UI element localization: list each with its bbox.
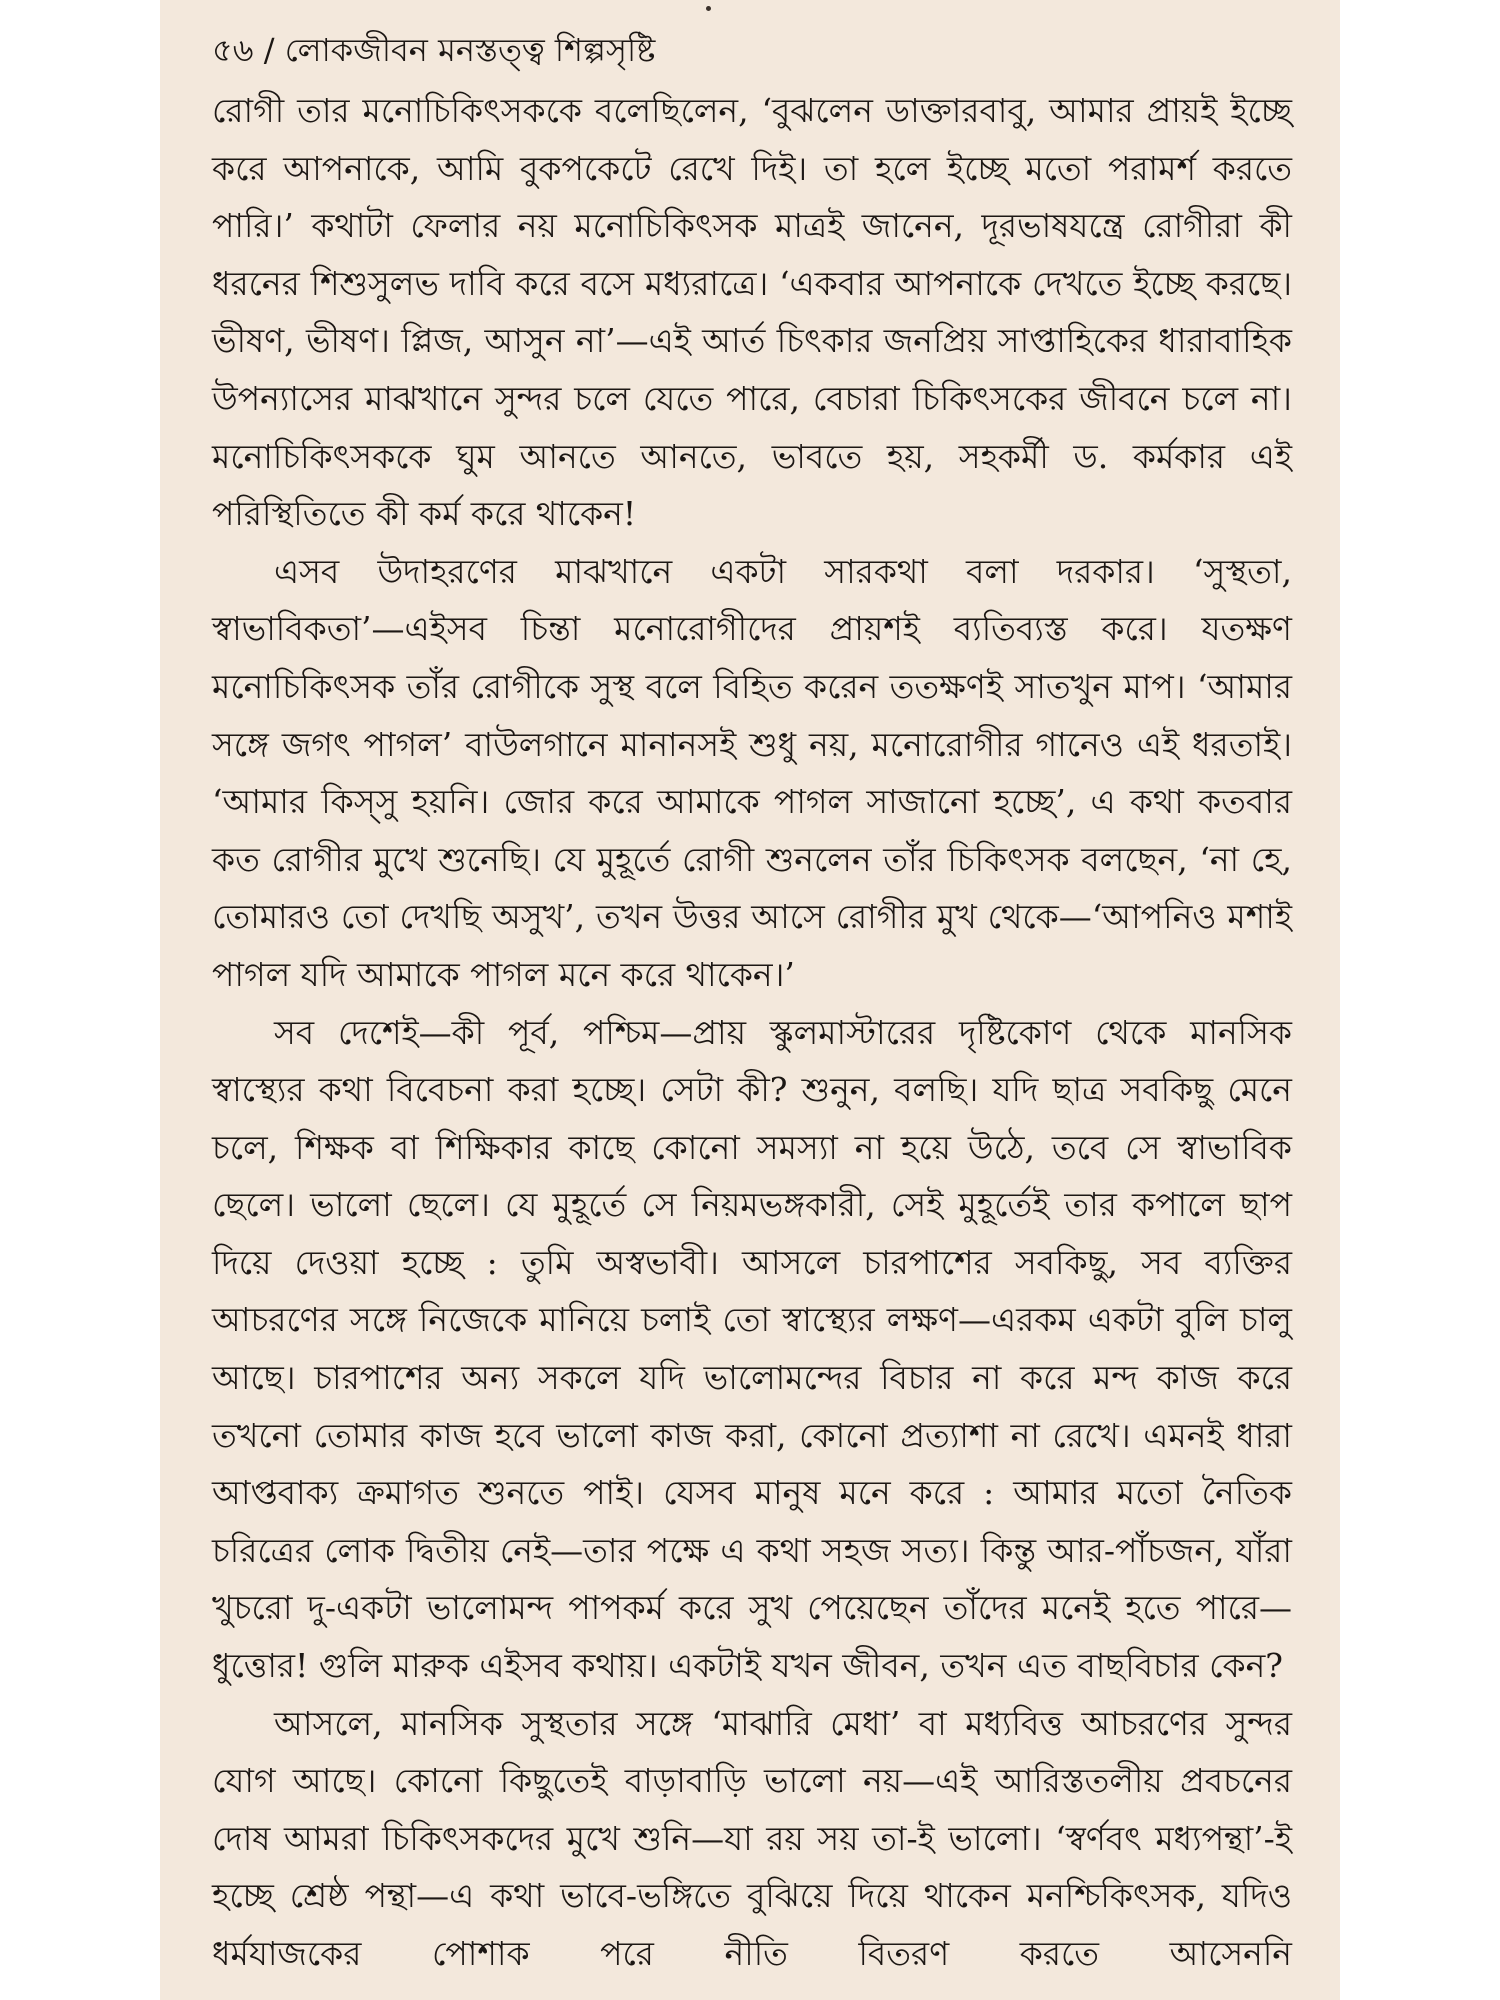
paragraph-3: সব দেশেই—কী পূর্ব, পশ্চিম—প্রায় স্কুলমাস্টারের দৃষ্টিকোণ থেকে মানসিক স্বাস্থ্যের কথা বিবেচনা করা হচ্ছে। সেটা কী? শুনুন, বলছি। যদি ছাত্র সবকিছু মেনে চলে, শিক্ষক বা শিক্ষিকার কাছে কোনো সমস্যা না হয়ে উঠে, তবে সে স্বাভাবিক ছেলে। ভালো ছেলে। যে মুহূর্তে সে নিয়মভঙ্গকারী, সেই মুহূর্তেই তার কপালে ছাপ দিয়ে দেওয়া হচ্ছে : তুমি অস্বভাবী। আসলে চারপাশের সবকিছু, সব ব্যক্তির আচরণের সঙ্গে নিজেকে মানিয়ে চলাই তো স্বাস্থ্যের লক্ষণ—এরকম একটা বুলি চালু আছে। চারপাশের অন্য সকলে যদি ভালোমন্দের বিচার না করে মন্দ কাজ করে তখনো তোমার কাজ হবে ভালো কাজ করা, কোনো প্রত্যাশা না রেখে। এমনই ধারা আপ্তবাক্য ক্রমাগত শুনতে পাই। যেসব মানুষ মনে করে : আমার মতো নৈতিক চরিত্রের লোক দ্বিতীয় নেই—তার পক্ষে এ কথা সহজ সত্য। কিন্তু আর-পাঁচজন, যাঁরা খুচরো দু-একটা ভালোমন্দ পাপকর্ম করে সুখ পেয়েছেন তাঁদের মনেই হতে পারে—ধুত্তোর! গুলি মারুক এইসব কথায়। একটাই যখন জীবন, তখন এত বাছবিচার কেন?: [212, 1012, 1292, 1686]
paragraph-2: এসব উদাহরণের মাঝখানে একটা সারকথা বলা দরকার। ‘সুস্থতা, স্বাভাবিকতা’—এইসব চিন্তা মনোরোগীদের প্রায়শই ব্যতিব্যস্ত করে। যতক্ষণ মনোচিকিৎসক তাঁর রোগীকে সুস্থ বলে বিহিত করেন ততক্ষণই সাতখুন মাপ। ‘আমার সঙ্গে জগৎ পাগল’ বাউলগানে মানানসই শুধু নয়, মনোরোগীর গানেও এই ধরতাই। ‘আমার কিস্‌সু হয়নি। জোর করে আমাকে পাগল সাজানো হচ্ছে’, এ কথা কতবার কত রোগীর মুখে শুনেছি। যে মুহূর্তে রোগী শুনলেন তাঁর চিকিৎসক বলছেন, ‘না হে, তোমারও তো দেখছি অসুখ’, তখন উত্তর আসে রোগীর মুখ থেকে—‘আপনিও মশাই পাগল যদি আমাকে পাগল মনে করে থাকেন।’: [212, 551, 1292, 994]
paragraph-4: আসলে, মানসিক সুস্থতার সঙ্গে ‘মাঝারি মেধা’ বা মধ্যবিত্ত আচরণের সুন্দর যোগ আছে। কোনো কিছুতেই বাড়াবাড়ি ভালো নয়—এই আরিস্ততলীয় প্রবচনের দোষ আমরা চিকিৎসকদের মুখে শুনি—যা রয় সয় তা-ই ভালো। ‘স্বর্ণবৎ মধ্যপন্থা’-ই হচ্ছে শ্রেষ্ঠ পন্থা—এ কথা ভাবে-ভঙ্গিতে বুঝিয়ে দিয়ে থাকেন মনশ্চিকিৎসক, যদিও ধর্মযাজকের পোশাক পরে নীতি বিতরণ করতে আসেননি: [212, 1703, 1292, 1973]
paragraph-1: রোগী তার মনোচিকিৎসককে বলেছিলেন, ‘বুঝলেন ডাক্তারবাবু, আমার প্রায়ই ইচ্ছে করে আপনাকে, আমি বুকপকেটে রেখে দিই। তা হলে ইচ্ছে মতো পরামর্শ করতে পারি।’ কথাটা ফেলার নয় মনোচিকিৎসক মাত্রই জানেন, দূরভাষযন্ত্রে রোগীরা কী ধরনের শিশুসুলভ দাবি করে বসে মধ্যরাত্রে। ‘একবার আপনাকে দেখতে ইচ্ছে করছে। ভীষণ, ভীষণ। প্লিজ, আসুন না’—এই আর্ত চিৎকার জনপ্রিয় সাপ্তাহিকের ধারাবাহিক উপন্যাসের মাঝখানে সুন্দর চলে যেতে পারে, বেচারা চিকিৎসকের জীবনে চলে না। মনোচিকিৎসককে ঘুম আনতে আনতে, ভাবতে হয়, সহকর্মী ড. কর্মকার এই পরিস্থিতিতে কী কর্ম করে থাকেন!: [212, 91, 1292, 534]
header-separator: /: [263, 31, 275, 69]
running-header: [212, 26, 1292, 74]
book-page: [160, 0, 1340, 2000]
book-title: লোকজীবন মনস্তত্ত্ব শিল্পসৃষ্টি: [284, 31, 656, 69]
ink-dot: [706, 6, 711, 11]
body-text: [212, 82, 1292, 1983]
page-number: ৫৬: [212, 31, 254, 69]
